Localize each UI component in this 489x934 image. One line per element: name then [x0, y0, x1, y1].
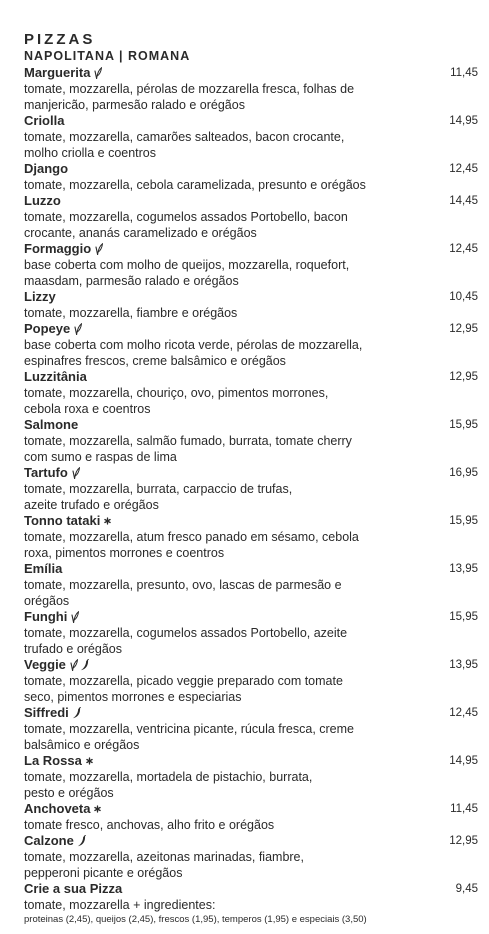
description-line: tomate, mozzarella, mortadela de pistachio, burrata, [24, 770, 313, 784]
menu-item [24, 321, 478, 369]
menu-item-description [24, 81, 409, 113]
vegetarian-icon [70, 611, 79, 623]
menu-item-description [24, 481, 409, 513]
menu-item [24, 369, 478, 417]
menu-item-flags [72, 707, 81, 719]
menu-item-description [24, 177, 409, 193]
menu-item [24, 561, 478, 609]
menu-item-description [24, 305, 409, 321]
menu-item-header [24, 753, 478, 769]
menu-item-name: Anchoveta [24, 801, 91, 816]
description-line: manjericão, parmesão ralado e orégãos [24, 98, 245, 112]
menu-item [24, 833, 478, 881]
menu-item-flags [77, 835, 86, 847]
description-line: tomate, mozzarella, chouriço, ovo, pimentos morrones, [24, 386, 329, 400]
menu-item-header [24, 321, 478, 337]
menu-item [24, 113, 478, 161]
description-line: espinafres frescos, creme balsâmico e orégãos [24, 354, 286, 368]
description-line: cebola roxa e coentros [24, 402, 151, 416]
menu-page [24, 31, 478, 926]
description-line: balsâmico e orégãos [24, 738, 140, 752]
menu-item-header [24, 289, 478, 305]
star-icon [103, 515, 112, 527]
menu-item-description [24, 817, 409, 833]
star-icon [85, 755, 94, 767]
description-line: tomate, mozzarella, pérolas de mozzarella fresca, folhas de [24, 82, 355, 96]
menu-item-header [24, 657, 478, 673]
menu-item-description [24, 209, 409, 241]
menu-item-price: 13,95 [449, 563, 478, 575]
menu-item-name: Django [24, 161, 69, 176]
menu-item-header [24, 193, 478, 209]
menu-item [24, 161, 478, 193]
description-line: orégãos [24, 594, 70, 608]
description-line: tomate, mozzarella, fiambre e orégãos [24, 306, 238, 320]
menu-item-flags [73, 323, 82, 335]
menu-item [24, 289, 478, 321]
menu-item-price: 12,45 [449, 163, 478, 175]
menu-item-description [24, 257, 409, 289]
description-line: tomate, mozzarella, azeitonas marinadas, fiambre, [24, 850, 304, 864]
menu-item-name: Calzone [24, 833, 74, 848]
description-line: base coberta com molho ricota verde, pérolas de mozzarella, [24, 338, 363, 352]
menu-item-header [24, 113, 478, 129]
menu-item [24, 609, 478, 657]
menu-item-description [24, 625, 409, 657]
menu-item-name: Luzzitânia [24, 369, 87, 384]
menu-item-description [24, 433, 409, 465]
menu-item-flags [94, 243, 103, 255]
chili-icon [72, 707, 81, 719]
menu-item-description [24, 721, 409, 753]
menu-item-header [24, 369, 478, 385]
menu-item-header [24, 609, 478, 625]
chili-icon [77, 835, 86, 847]
description-line: com sumo e raspas de lima [24, 450, 177, 464]
menu-item-flags [103, 515, 112, 527]
menu-item-header [24, 513, 478, 529]
menu-item-price: 15,95 [449, 419, 478, 431]
menu-item [24, 241, 478, 289]
menu-item-name: Formaggio [24, 241, 92, 256]
menu-item-header [24, 417, 478, 433]
menu-item-header [24, 561, 478, 577]
vegetarian-icon [73, 323, 82, 335]
chili-icon [80, 659, 89, 671]
menu-item-header [24, 801, 478, 817]
description-line: tomate, mozzarella, camarões salteados, bacon crocante, [24, 130, 345, 144]
vegetarian-icon [69, 659, 78, 671]
menu-item-name: Funghi [24, 609, 68, 624]
menu-item [24, 65, 478, 113]
menu-item [24, 881, 478, 926]
menu-item-price: 12,95 [449, 323, 478, 335]
menu-item-price: 14,95 [449, 115, 478, 127]
menu-item-name: Luzzo [24, 193, 61, 208]
description-line: base coberta com molho de queijos, mozzarella, roquefort, [24, 258, 350, 272]
description-line: seco, pimentos morrones e especiarias [24, 690, 242, 704]
menu-item-flags [71, 467, 80, 479]
description-line: tomate, mozzarella, cebola caramelizada, presunto e orégãos [24, 178, 366, 192]
menu-item-description [24, 385, 409, 417]
menu-item-name: Veggie [24, 657, 66, 672]
menu-item-description [24, 337, 409, 369]
menu-item-price: 12,95 [449, 371, 478, 383]
menu-item-price: 9,45 [455, 883, 478, 895]
description-line: tomate, mozzarella, cogumelos assados Portobello, bacon [24, 210, 348, 224]
menu-item-flags [93, 803, 102, 815]
menu-item-price: 12,95 [449, 835, 478, 847]
description-line: trufado e orégãos [24, 642, 122, 656]
description-line: azeite trufado e orégãos [24, 498, 159, 512]
menu-item [24, 801, 478, 833]
menu-item [24, 417, 478, 465]
description-line: tomate, mozzarella, cogumelos assados Portobello, azeite [24, 626, 348, 640]
menu-item-header [24, 705, 478, 721]
menu-item-price: 12,45 [449, 707, 478, 719]
description-line: tomate, mozzarella, picado veggie preparado com tomate [24, 674, 343, 688]
menu-item-flags [85, 755, 94, 767]
menu-item-name: La Rossa [24, 753, 82, 768]
menu-item [24, 193, 478, 241]
menu-item-description [24, 129, 409, 161]
menu-item-price: 14,95 [449, 755, 478, 767]
menu-item-price: 13,95 [449, 659, 478, 671]
star-icon [93, 803, 102, 815]
description-line: tomate, mozzarella, atum fresco panado em sésamo, cebola [24, 530, 359, 544]
menu-item-price: 12,45 [449, 243, 478, 255]
menu-title: PIZZAS [24, 31, 96, 48]
menu-item-description [24, 577, 409, 609]
description-line: tomate, mozzarella, presunto, ovo, lascas de parmesão e [24, 578, 342, 592]
menu-item [24, 705, 478, 753]
description-line: maasdam, parmesão ralado e orégãos [24, 274, 239, 288]
menu-item-flags [93, 67, 102, 79]
description-line: pepperoni picante e orégãos [24, 866, 183, 880]
description-line: pesto e orégãos [24, 786, 114, 800]
menu-item-price: 11,45 [450, 67, 478, 79]
menu-item-flags [70, 611, 79, 623]
menu-item-header [24, 881, 478, 897]
menu-item-name: Crie a sua Pizza [24, 881, 123, 896]
menu-item-price: 11,45 [450, 803, 478, 815]
menu-item-description [24, 529, 409, 561]
menu-item-description [24, 769, 409, 801]
description-line: roxa, pimentos morrones e coentros [24, 546, 225, 560]
menu-item [24, 465, 478, 513]
vegetarian-icon [71, 467, 80, 479]
menu-item-name: Tartufo [24, 465, 68, 480]
menu-item-price: 16,95 [449, 467, 478, 479]
description-line: tomate, mozzarella + ingredientes: [24, 898, 216, 912]
menu-item [24, 753, 478, 801]
description-line: tomate, mozzarella, salmão fumado, burrata, tomate cherry [24, 434, 352, 448]
menu-item [24, 657, 478, 705]
menu-item [24, 513, 478, 561]
description-line: tomate fresco, anchovas, alho frito e orégãos [24, 818, 275, 832]
vegetarian-icon [93, 67, 102, 79]
menu-item-name: Marguerita [24, 65, 91, 80]
vegetarian-icon [94, 243, 103, 255]
menu-item-price: 15,95 [449, 515, 478, 527]
menu-item-header [24, 161, 478, 177]
menu-item-price: 14,45 [449, 195, 478, 207]
menu-item-price: 15,95 [449, 611, 478, 623]
description-line: tomate, mozzarella, burrata, carpaccio de trufas, [24, 482, 293, 496]
description-line: tomate, mozzarella, ventricina picante, rúcula fresca, creme [24, 722, 354, 736]
menu-subtitle: NAPOLITANA | ROMANA [24, 49, 191, 63]
menu-item-price: 10,45 [449, 291, 478, 303]
menu-item-extras: proteinas (2,45), queijos (2,45), frescos (1,95), temperos (1,95) e especiais (3,50) [24, 914, 367, 925]
description-line: crocante, ananás caramelizado e orégãos [24, 226, 257, 240]
menu-item-name: Siffredi [24, 705, 69, 720]
menu-item-header [24, 833, 478, 849]
menu-item-flags [69, 659, 89, 671]
menu-item-name: Lizzy [24, 289, 56, 304]
menu-item-name: Popeye [24, 321, 71, 336]
menu-list [24, 65, 478, 926]
menu-item-name: Emília [24, 561, 63, 576]
menu-item-name: Salmone [24, 417, 79, 432]
menu-item-header [24, 241, 478, 257]
menu-item-header [24, 65, 478, 81]
menu-item-name: Tonno tataki [24, 513, 101, 528]
menu-item-description [24, 849, 409, 881]
menu-item-description [24, 673, 409, 705]
description-line: molho criolla e coentros [24, 146, 157, 160]
menu-item-description [24, 897, 409, 913]
menu-item-name: Criolla [24, 113, 65, 128]
menu-item-header [24, 465, 478, 481]
